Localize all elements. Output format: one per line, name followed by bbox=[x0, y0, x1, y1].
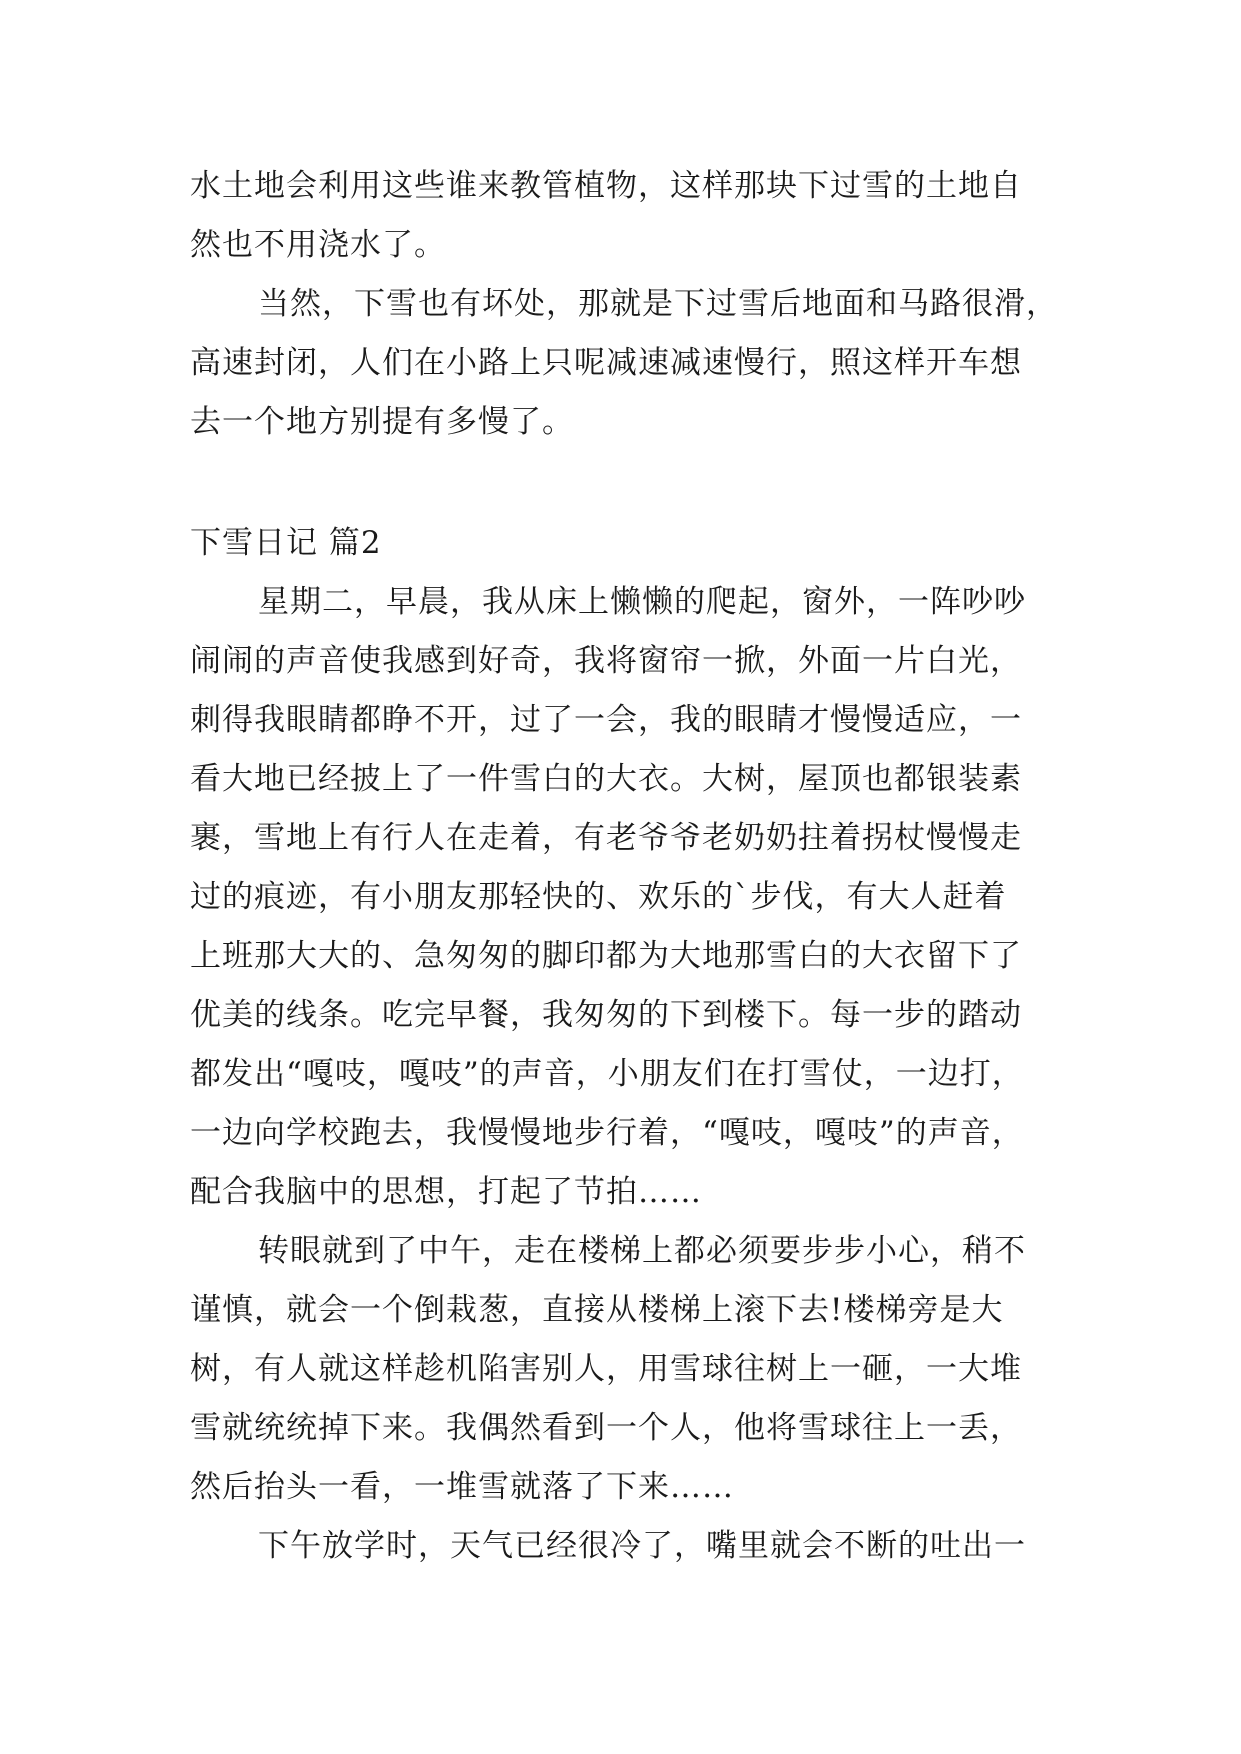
paragraph-line: 谨慎，就会一个倒栽葱，直接从楼梯上滚下去!楼梯旁是大 bbox=[190, 1292, 1004, 1328]
paragraph-line: 过的痕迹，有小朋友那轻快的、欢乐的`步伐，有大人赶着 bbox=[190, 879, 1007, 915]
paragraph-morning bbox=[190, 573, 1060, 1222]
paragraph-line: 看大地已经披上了一件雪白的大衣。大树，屋顶也都银装素 bbox=[190, 761, 1022, 797]
paragraph-line: 配合我脑中的思想，打起了节拍…… bbox=[190, 1174, 702, 1210]
paragraph-line: 然后抬头一看，一堆雪就落了下来…… bbox=[190, 1469, 734, 1505]
paragraph-line: 树，有人就这样趁机陷害别人，用雪球往树上一砸，一大堆 bbox=[190, 1351, 1022, 1387]
paragraph-line: 高速封闭，人们在小路上只呢减速减速慢行，照这样开车想 bbox=[190, 345, 1022, 381]
paragraph-line: 去一个地方别提有多慢了。 bbox=[190, 404, 574, 440]
paragraph-line: 当然，下雪也有坏处，那就是下过雪后地面和马路很滑， bbox=[258, 286, 1058, 322]
paragraph-line: 都发出“嘎吱，嘎吱”的声音，小朋友们在打雪仗，一边打， bbox=[190, 1056, 1024, 1092]
paragraph-line: 优美的线条。吃完早餐，我匆匆的下到楼下。每一步的踏动 bbox=[190, 997, 1022, 1033]
paragraph-line: 转眼就到了中午，走在楼梯上都必须要步步小心，稍不 bbox=[258, 1233, 1026, 1269]
paragraph-line: 裹，雪地上有行人在走着，有老爷爷老奶奶拄着拐杖慢慢走 bbox=[190, 820, 1022, 856]
text-block-top bbox=[190, 157, 1060, 452]
paragraph-line: 闹闹的声音使我感到好奇，我将窗帘一掀，外面一片白光， bbox=[190, 643, 1022, 679]
section-title: 下雪日记 篇2 bbox=[190, 525, 382, 561]
paragraph-line: 然也不用浇水了。 bbox=[190, 227, 446, 263]
paragraph-downside bbox=[190, 275, 1060, 452]
paragraph-line: 雪就统统掉下来。我偶然看到一个人，他将雪球往上一丢， bbox=[190, 1410, 1022, 1446]
text-block-main bbox=[190, 514, 1060, 1576]
paragraph-line: 水土地会利用这些谁来教管植物，这样那块下过雪的土地自 bbox=[190, 168, 1022, 204]
paragraph-noon bbox=[190, 1222, 1060, 1517]
paragraph-line: 刺得我眼睛都睁不开，过了一会，我的眼睛才慢慢适应，一 bbox=[190, 702, 1022, 738]
paragraph-afternoon bbox=[190, 1517, 1060, 1576]
paragraph-line: 星期二，早晨，我从床上懒懒的爬起，窗外，一阵吵吵 bbox=[258, 584, 1026, 620]
paragraph-line: 上班那大大的、急匆匆的脚印都为大地那雪白的大衣留下了 bbox=[190, 938, 1022, 974]
paragraph-line: 一边向学校跑去，我慢慢地步行着，“嘎吱，嘎吱”的声音， bbox=[190, 1115, 1024, 1151]
paragraph-line: 下午放学时，天气已经很冷了，嘴里就会不断的吐出一 bbox=[258, 1528, 1026, 1564]
paragraph-continued bbox=[190, 157, 1060, 275]
